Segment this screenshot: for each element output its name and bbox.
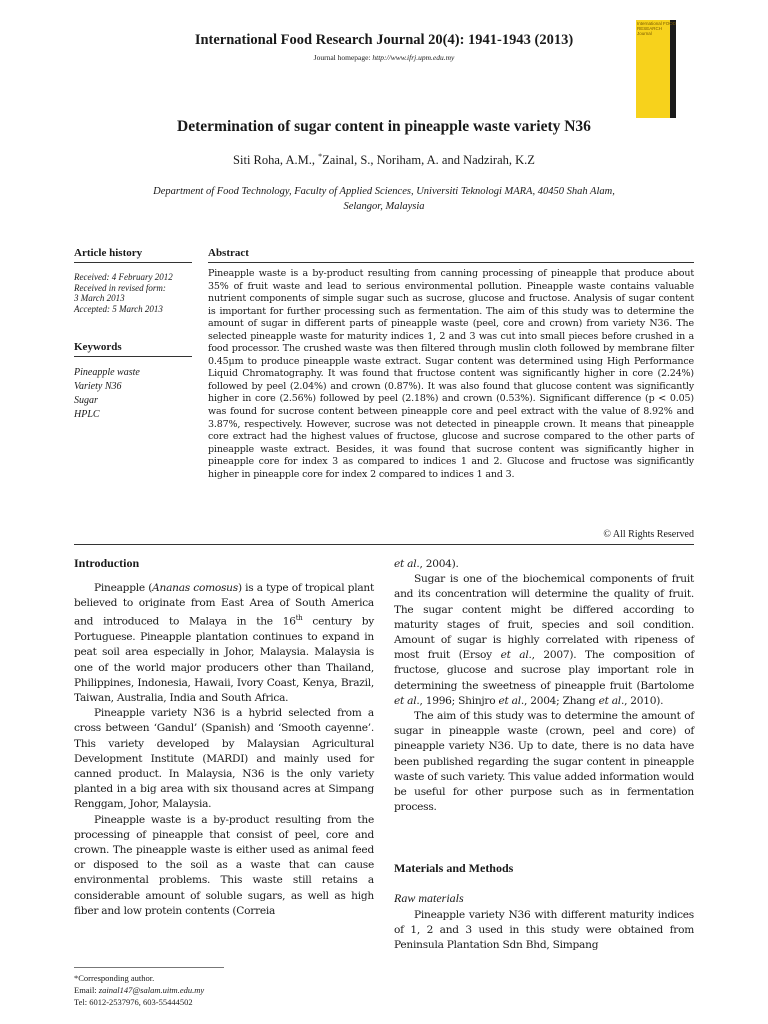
authors-before: Siti Roha, A.M., [233, 153, 319, 168]
authors-after: Zainal, S., Noriham, A. and Nadzirah, K.Z [322, 153, 535, 168]
et-al: et al [500, 649, 529, 662]
century-superscript: th [295, 614, 303, 623]
et-al: et al [394, 558, 417, 570]
footnote-email [74, 984, 204, 996]
intro-paragraph-2: Pineapple variety N36 is a hybrid selected from a cross between ‘Gandul’ (Spanish) and ‘Smooth cayenne’. This variety developed by Malaysian Agricultural Development Institute (MARDI) and mainly used for canned product. In Malaysia, N36 is the only variety planted in a big area with six thousand acres at Simpang Renggam, Johor, Malaysia. [74, 707, 374, 811]
keyword-item: Pineapple waste [74, 367, 140, 378]
history-accepted: Accepted: 5 March 2013 [74, 303, 163, 314]
intro-p3-cont: ., 2004). [416, 558, 459, 570]
methods-paragraph-1: Pineapple variety N36 with different maturity indices of 1, 2 and 3 used in this study were obtained from Peninsula Plantation Sdn Bhd, Simpang [394, 909, 694, 952]
email-label: Email: [74, 985, 99, 995]
intro-p4-d: ., 2004; Zhang [520, 694, 599, 707]
introduction-heading: Introduction [74, 556, 140, 570]
et-al: et al [394, 694, 417, 707]
paper-title: Determination of sugar content in pineapple waste variety N36 [177, 118, 591, 135]
keyword-item: Sugar [74, 395, 98, 406]
et-al: et al [498, 694, 521, 707]
abstract-heading: Abstract [208, 247, 249, 259]
keywords-list [74, 366, 204, 422]
keywords-rule [74, 356, 192, 357]
right-column [394, 557, 694, 815]
intro-paragraph-5: The aim of this study was to determine the amount of sugar in pineapple waste (crown, peel and core) of pineapple variety N36. Up to date, there is no data have been published regarding the sugar content in pineapple waste of such variety. This value added information would be useful for other purpose such as in fermentation process. [394, 710, 694, 814]
intro-paragraph-3: Pineapple waste is a by-product resulting from the processing of pineapple that consist of peel, core and crown. The pineapple waste is either used as animal feed or disposed to the soil as a waste that can cause environmental problems. This waste still retains a considerable amount of soluble sugars, as well as high fiber and low protein contents (Correia [74, 813, 374, 917]
footnote [74, 972, 204, 1008]
article-history-rule [74, 262, 192, 263]
intro-p1-c: century by Portuguese. Pineapple plantation continues to expand in peat soil area especially in Johor, Malaysia. Malaysia is one of the world major producers other than Thailand, Philippines, Indonesia, Hawaii, Ivory Coast, Kenya, Brazil, Taiwan, Australia, India and South Africa. [74, 615, 375, 704]
intro-paragraph-3-continued [394, 557, 694, 572]
methods-column [394, 908, 694, 954]
raw-materials-subheading: Raw materials [394, 891, 464, 905]
abstract-rule [208, 262, 694, 263]
keyword-item: Variety N36 [74, 381, 122, 392]
email-address[interactable]: zainal147@salam.uitm.edu.my [98, 985, 205, 995]
article-history-lines [74, 272, 204, 314]
copyright-notice: © All Rights Reserved [603, 529, 694, 540]
intro-paragraph-4 [394, 572, 694, 709]
intro-p1-b: ) is a type of tropical plant believed to originate from East Area of South America and introduced to Malaya in the 16 [74, 582, 374, 628]
intro-paragraph-1 [74, 581, 374, 706]
affiliation: Department of Food Technology, Faculty of Applied Sciences, Universiti Teknologi MARA, 40450 Shah Alam, Selangor, Malaysia [153, 186, 615, 212]
journal-logo-text: International FOOD RESEARCH Journal [637, 21, 677, 36]
history-revised: Received in revised form: [74, 282, 166, 293]
history-received: Received: 4 February 2012 [74, 272, 173, 282]
intro-p4-c: ., 1996; Shinjro [416, 694, 499, 707]
intro-p4-e: ., 2010). [620, 694, 664, 707]
history-revised-date: 3 March 2013 [74, 293, 125, 303]
species-name: Ananas comosus [152, 582, 238, 594]
paper-authors [0, 152, 768, 168]
et-al: et al [598, 694, 621, 707]
keywords-heading: Keywords [74, 341, 122, 353]
abstract-bottom-rule [74, 544, 694, 545]
intro-p1-a: Pineapple ( [94, 582, 153, 594]
homepage-url[interactable]: http://www.ifrj.upm.edu.my [372, 53, 455, 62]
corresponding-author: *Corresponding author. [74, 973, 155, 983]
intro-p4-b: ., 2007). The composition of fructose, glucose and sucrose play important role in determining the sweetness of pineapple fruit (Bartolome [394, 649, 694, 692]
intro-p4-a: Sugar is one of the biochemical components of fruit and its concentration will determine the quality of fruit. The sugar content might be differed according to maturity stages of fruit, species and soil condition. Amount of sugar is highly correlated with ripeness of most fruit (Ersoy [394, 573, 694, 662]
keyword-item: HPLC [74, 409, 100, 420]
journal-title: International Food Research Journal 20(4): 1941-1943 (2013) [194, 32, 574, 48]
footnote-rule [74, 967, 224, 968]
methods-heading: Materials and Methods [394, 861, 514, 875]
left-column [74, 581, 374, 919]
footnote-tel: Tel: 6012-2537976, 603-55444502 [74, 997, 193, 1007]
abstract-text: Pineapple waste is a by-product resulting from canning processing of pineapple that produce about 35% of fruit waste and lead to serious environmental pollution. Pineapple waste contains valuable nutrient components of simple sugar such as sucrose, glucose and fructose. Analysis of sugar content is important for further processing such as fermentation. The aim of this study was to determine the amount of sugar in different parts of pineapple waste (peel, core and crown) from variety N36. The selected pineapple waste for maturity indices 1, 2 and 3 was cut into small pieces before crushed in a food processor. The crushed waste was then filtered through muslin cloth followed by membrane filter 0.45μm to produce pineapple waste extract. Sugar content was determined using High Performance Liquid Chromatography. It was found that fructose content was significantly higher in core (2.24%) followed by peel (2.04%) and crown (0.87%). It was also found that glucose content was significantly higher in core (2.56%) followed by peel (2.18%) and crown (0.53%). Significant difference (p < 0.05) was found for sucrose content between pineapple core and peel extract with the value of 8.92% and 3.87%, respectively. However, sucrose was not detected in pineapple crown. It means that pineapple core extract had the highest values of fructose, glucose and sucrose compared to the other parts of pineapple waste extract. Besides, it was found that sucrose content was significantly higher in pineapple core for index 3 as compared to indices 1 and 2. Glucose and fructose was significantly higher in pineapple core for index 2 compared to indices 1 and 3. [208, 268, 694, 480]
homepage-label: Journal homepage: [313, 53, 373, 62]
corresponding-star: * [318, 152, 323, 161]
article-history-heading: Article history [74, 247, 143, 259]
